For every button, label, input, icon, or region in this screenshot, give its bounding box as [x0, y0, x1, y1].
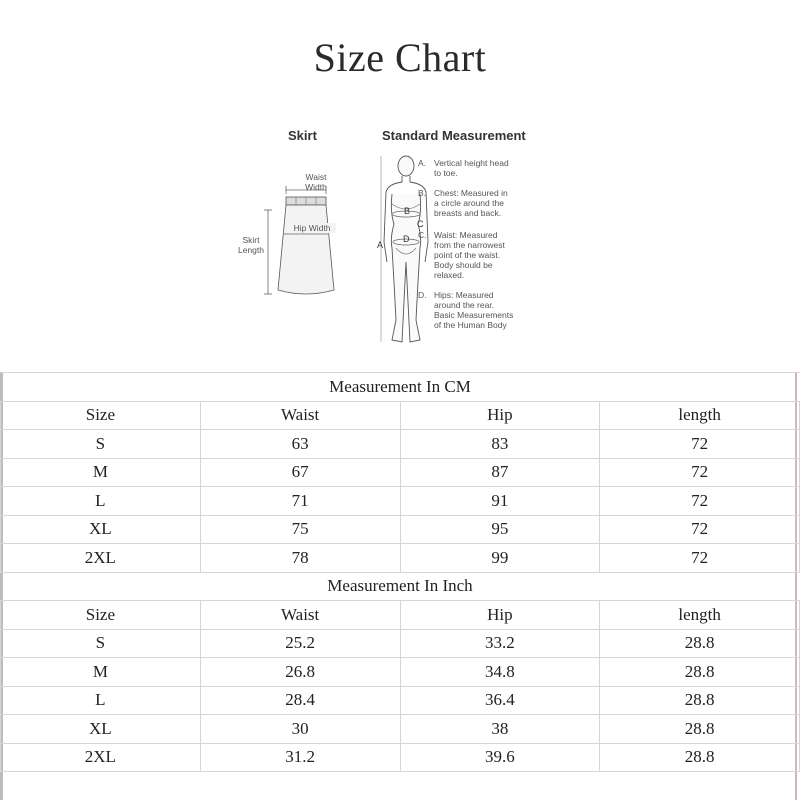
measurement-note-b: B. Chest: Measured in a circle around the breasts and back. [418, 188, 508, 218]
standard-measurement-heading: Standard Measurement [382, 128, 526, 143]
table-section-heading: Measurement In Inch [1, 572, 800, 601]
table-cell: 75 [200, 515, 400, 544]
body-letter-d: D [403, 234, 410, 244]
table-cell: 33.2 [400, 629, 600, 658]
table-cell: 28.8 [600, 743, 800, 772]
table-section-heading-row [1, 572, 800, 601]
table-cell: 36.4 [400, 686, 600, 715]
table-row [1, 515, 800, 544]
measurement-note-a: A. Vertical height head to toe. [418, 158, 509, 178]
table-cell: XL [1, 715, 201, 744]
table-cell: 34.8 [400, 658, 600, 687]
table-header-row [1, 601, 800, 630]
column-header: Hip [400, 401, 600, 430]
table-cell: XL [1, 515, 201, 544]
table-cell: 99 [400, 544, 600, 573]
table-cell: 25.2 [200, 629, 400, 658]
table-cell: 91 [400, 487, 600, 516]
size-table [0, 372, 800, 772]
table-cell: 72 [600, 515, 800, 544]
column-header: Size [1, 601, 201, 630]
hip-width-label: Hip Width [288, 223, 336, 233]
measurement-note-d: D. Hips: Measured around the rear. Basic Measurements of the Human Body [418, 290, 514, 330]
size-tables [0, 372, 800, 772]
table-cell: 95 [400, 515, 600, 544]
table-row [1, 743, 800, 772]
table-cell: 87 [400, 458, 600, 487]
table-row [1, 430, 800, 459]
table-row [1, 458, 800, 487]
column-header: length [600, 601, 800, 630]
table-cell: 72 [600, 430, 800, 459]
table-cell: L [1, 686, 201, 715]
table-row [1, 629, 800, 658]
column-header: Hip [400, 601, 600, 630]
column-header: Size [1, 401, 201, 430]
table-cell: 30 [200, 715, 400, 744]
table-header-row [1, 401, 800, 430]
table-cell: 78 [200, 544, 400, 573]
table-row [1, 658, 800, 687]
table-cell: 28.8 [600, 658, 800, 687]
table-cell: 28.8 [600, 629, 800, 658]
column-header: Waist [200, 601, 400, 630]
table-cell: 38 [400, 715, 600, 744]
table-cell: 2XL [1, 544, 201, 573]
skirt-length-label: Skirt Length [238, 235, 264, 255]
waist-width-label: Waist Width [305, 172, 327, 192]
table-cell: L [1, 487, 201, 516]
table-row [1, 487, 800, 516]
body-letter-c: C [417, 219, 424, 229]
table-cell: 31.2 [200, 743, 400, 772]
measurement-figure [220, 122, 560, 354]
table-cell: 28.8 [600, 686, 800, 715]
table-cell: M [1, 458, 201, 487]
table-row [1, 544, 800, 573]
table-cell: 39.6 [400, 743, 600, 772]
table-cell: 63 [200, 430, 400, 459]
page-title: Size Chart [313, 35, 487, 80]
table-cell: 72 [600, 544, 800, 573]
body-letter-a: A [377, 240, 384, 250]
table-cell: 72 [600, 487, 800, 516]
table-section-heading: Measurement In CM [1, 373, 800, 402]
table-row [1, 715, 800, 744]
column-header: Waist [200, 401, 400, 430]
skirt-heading: Skirt [288, 128, 317, 143]
body-letter-b: B [404, 206, 411, 216]
measurement-note-c: C. Waist: Measured from the narrowest point of the waist. Body should be relaxed. [418, 230, 505, 280]
table-row [1, 686, 800, 715]
table-cell: 67 [200, 458, 400, 487]
column-header: length [600, 401, 800, 430]
table-cell: 28.4 [200, 686, 400, 715]
table-cell: 2XL [1, 743, 201, 772]
table-cell: M [1, 658, 201, 687]
table-cell: 71 [200, 487, 400, 516]
table-cell: 72 [600, 458, 800, 487]
table-cell: 28.8 [600, 715, 800, 744]
table-cell: S [1, 430, 201, 459]
table-cell: S [1, 629, 201, 658]
table-section-heading-row [1, 373, 800, 402]
table-cell: 26.8 [200, 658, 400, 687]
table-cell: 83 [400, 430, 600, 459]
